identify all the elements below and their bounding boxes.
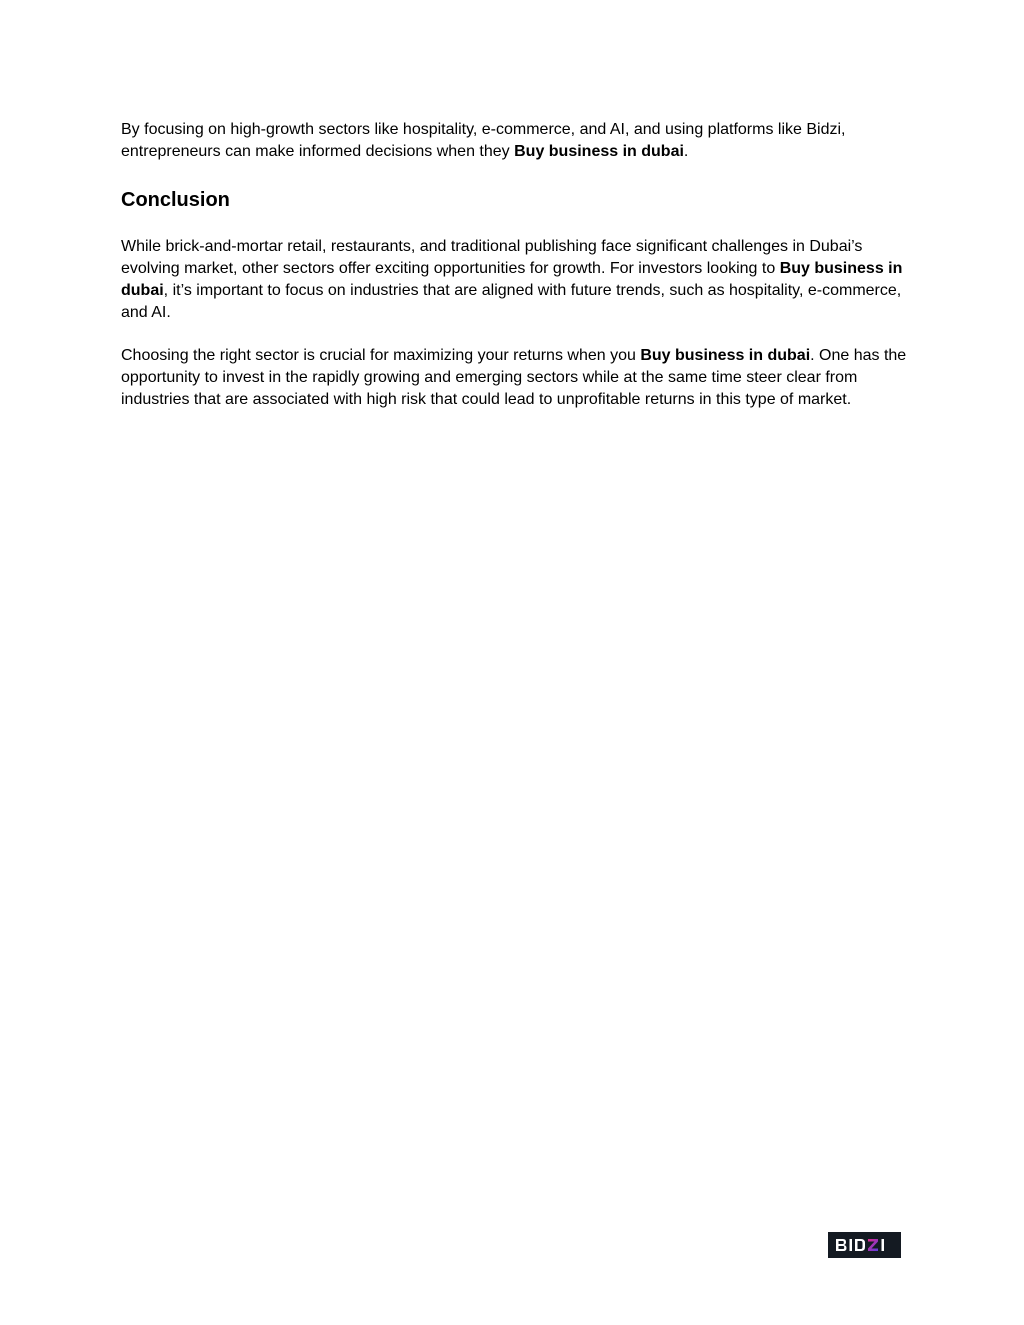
intro-text: By focusing on high-growth sectors like hospitality, e-commerce, and AI, and using platforms like Bidzi, entrepreneurs can make informed decisions when they xyxy=(121,121,846,160)
conclusion-2-keyword: Buy business in dubai xyxy=(640,347,811,364)
conclusion-1-text: While brick-and-mortar retail, restaurants, and traditional publishing face significant challenges in Dubai’s evolving market, other sectors offer exciting opportunities for growth. For investors looking to xyxy=(121,238,863,277)
conclusion-heading: Conclusion xyxy=(121,189,230,211)
bidzi-logo xyxy=(828,1232,901,1258)
conclusion-paragraph-2 xyxy=(121,345,911,411)
intro-keyword: Buy business in dubai xyxy=(514,143,684,160)
bidzi-logo-mark xyxy=(834,1237,896,1253)
intro-paragraph xyxy=(121,119,911,163)
conclusion-paragraph-1 xyxy=(121,236,911,324)
conclusion-1-keyword: Buy business in dubai xyxy=(121,260,903,299)
intro-text-end: . xyxy=(683,143,689,160)
conclusion-2-text: Choosing the right sector is crucial for maximizing your returns when you xyxy=(121,347,641,364)
conclusion-1-text-end: , it’s important to focus on industries that are aligned with future trends, such as hospitality, e-commerce, and AI. xyxy=(121,282,902,321)
conclusion-2-text-end: . One has the opportunity to invest in the rapidly growing and emerging sectors while at the same time steer clear from industries that are associated with high risk that could lead to unprofitable returns in this type of market. xyxy=(121,347,907,408)
document-page xyxy=(121,119,911,411)
